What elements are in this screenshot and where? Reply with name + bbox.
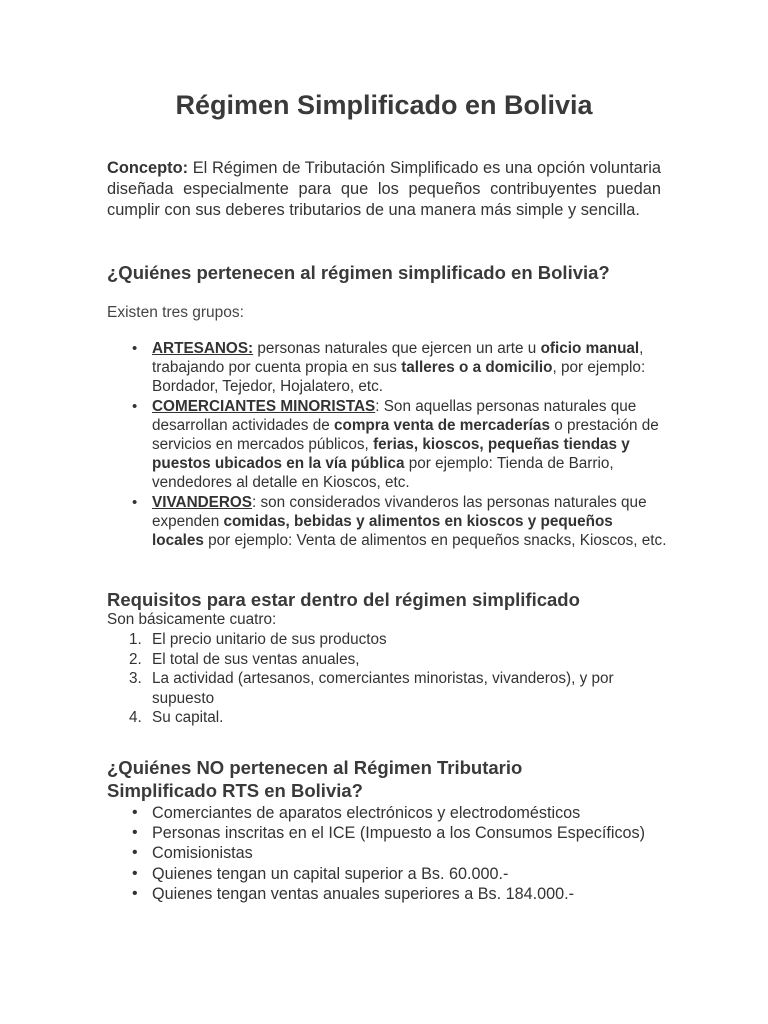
list-item: 1. El precio unitario de sus productos <box>129 631 387 648</box>
text: : Son aquellas personas naturales que desarrollan actividades de <box>152 397 637 434</box>
list-item-vivanderos <box>107 493 667 551</box>
concept-label: Concepto: <box>107 159 189 177</box>
list-item: 3. La actividad (artesanos, comerciantes minoristas, vivanderos), y por supuesto <box>129 670 614 707</box>
list-item: • Quienes tengan un capital superior a Bs. 60.000.- <box>107 864 667 884</box>
text: o prestación de servicios en mercados públicos, <box>152 416 659 454</box>
text: , trabajando por cuenta propia en sus <box>152 340 644 377</box>
group-label: ARTESANOS: <box>152 340 254 357</box>
groups-intro: Existen tres grupos: <box>107 304 244 321</box>
list-item-artesanos <box>107 339 667 397</box>
list-item: • Personas inscritas en el ICE (Impuesto a los Consumos Específicos) <box>107 823 667 843</box>
section-heading-who-not-belongs: ¿Quiénes NO pertenecen al Régimen Tributario Simplificado RTS en Bolivia? <box>107 757 523 801</box>
list-item: 4. Su capital. <box>129 709 224 726</box>
list-item-comerciantes <box>107 397 667 493</box>
bold-text: talleres o a domicilio <box>401 359 553 377</box>
bold-text: compra venta de mercaderías <box>333 416 550 434</box>
concept-text: El Régimen de Tributación Simplificado es una opción voluntaria diseñada especialmente para que los pequeños contribuyentes puedan cumplir con sus deberes tributarios de una manera más simple y sencilla. <box>107 159 661 219</box>
text: , por ejemplo: Bordador, Tejedor, Hojalatero, etc. <box>152 359 646 396</box>
bold-text: oficio manual <box>540 340 640 357</box>
text: por ejemplo: Tienda de Barrio, vendedores al detalle en Kioscos, etc. <box>152 455 614 492</box>
section-heading-requirements: Requisitos para estar dentro del régimen simplificado <box>107 589 580 610</box>
section-heading-who-belongs: ¿Quiénes pertenecen al régimen simplificado en Bolivia? <box>107 262 610 283</box>
concept-paragraph <box>107 158 661 221</box>
list-item: • Quienes tengan ventas anuales superiores a Bs. 184.000.- <box>107 884 667 904</box>
groups-list <box>107 339 667 550</box>
text: personas naturales que ejercen un arte u <box>253 340 541 357</box>
exclusions-list <box>107 803 667 904</box>
group-label: COMERCIANTES MINORISTAS <box>152 397 376 415</box>
list-item: • Comerciantes de aparatos electrónicos y electrodomésticos <box>107 803 667 823</box>
bold-text: comidas, bebidas y alimentos en kioscos y pequeños locales <box>152 512 613 550</box>
page-title: Régimen Simplificado en Bolivia <box>175 90 593 120</box>
requirements-list <box>107 630 667 728</box>
text: por ejemplo: Venta de alimentos en pequeños snacks, Kioscos, etc. <box>203 532 667 550</box>
text: : son considerados vivanderos las personas naturales que expenden <box>152 493 647 530</box>
requirements-intro: Son básicamente cuatro: <box>107 611 277 628</box>
list-item: 2. El total de sus ventas anuales, <box>129 650 360 668</box>
bold-text: ferias, kioscos, pequeñas tiendas y puestos ubicados en la vía pública <box>152 436 630 473</box>
list-item: • Comisionistas <box>107 843 667 863</box>
group-label: VIVANDEROS <box>152 493 253 511</box>
